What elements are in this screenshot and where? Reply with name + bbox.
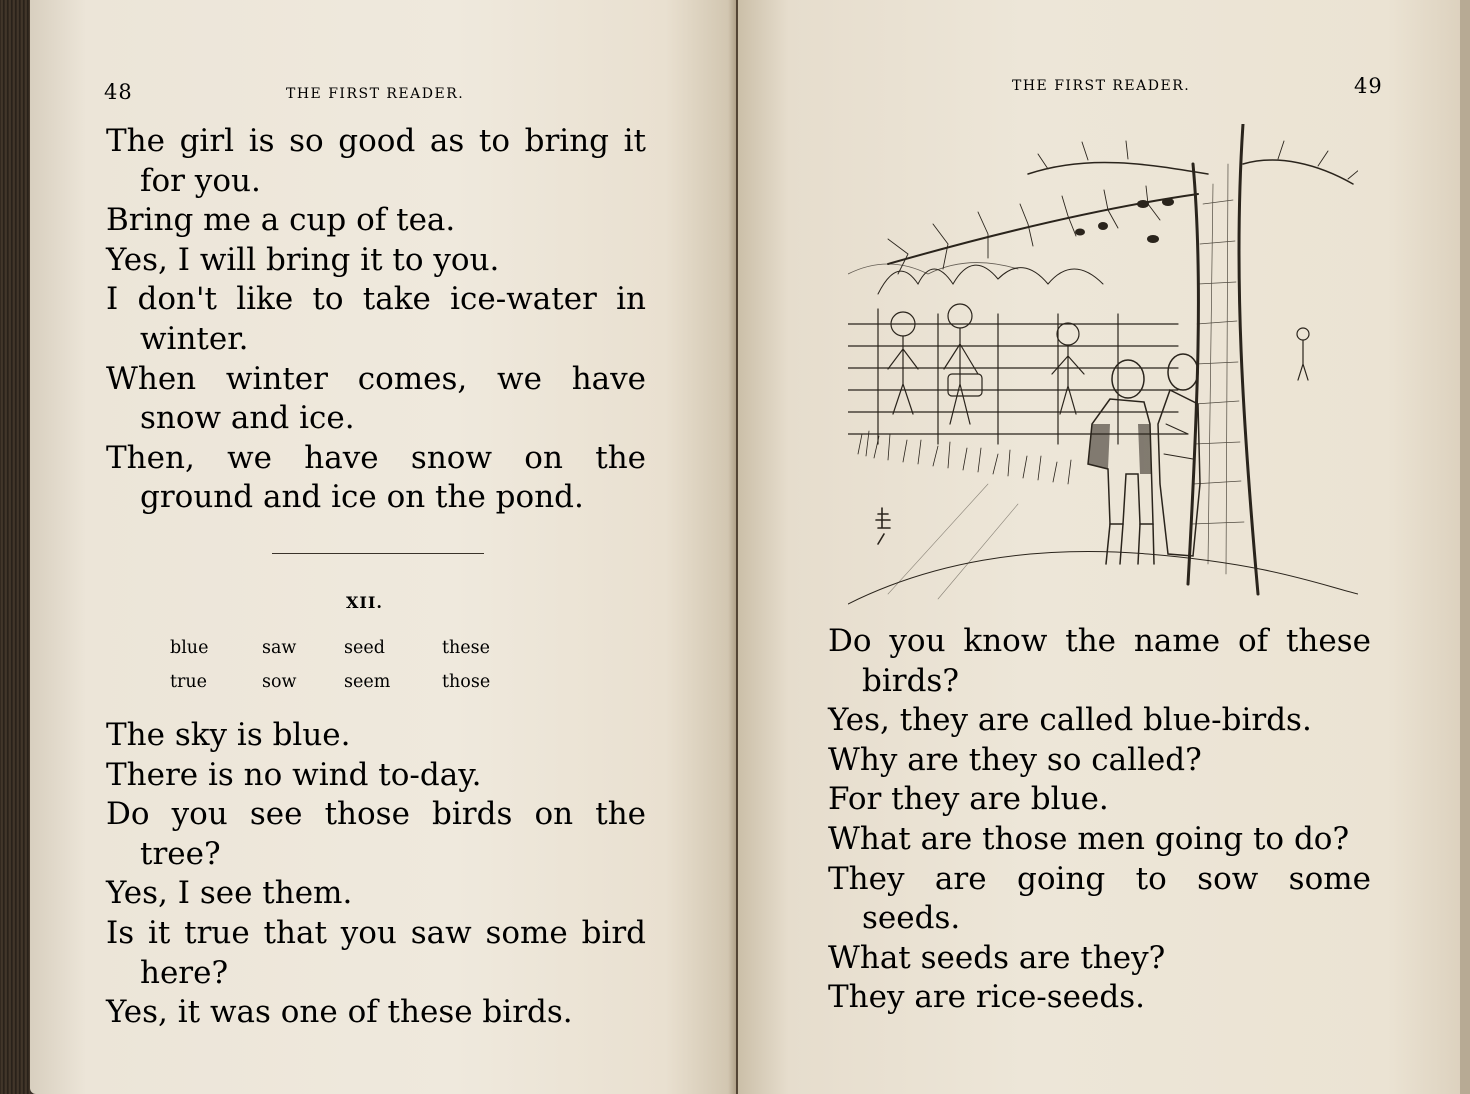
paragraph: Yes, they are called blue-birds. xyxy=(828,702,1312,739)
paragraph: What seeds are they? xyxy=(828,939,1166,976)
book-edge-left xyxy=(0,0,30,1094)
vocab-word: true xyxy=(170,672,208,692)
right-text xyxy=(828,622,1371,1018)
illustration-boys-under-tree xyxy=(848,124,1358,614)
right-running-head: THE FIRST READER. xyxy=(1012,78,1191,94)
lesson-heading: XII. xyxy=(346,593,383,612)
paragraph: Yes, I will bring it to you. xyxy=(106,241,500,278)
paragraph: Is it true that you saw some bird here? xyxy=(106,914,646,991)
paragraph: When winter comes, we have snow and ice. xyxy=(106,360,646,437)
vocab-word: those xyxy=(442,672,491,692)
vocabulary-list xyxy=(170,636,590,694)
vocab-word: blue xyxy=(170,638,209,658)
paragraph: Do you know the name of these birds? xyxy=(828,623,1371,699)
paragraph: They are going to sow some seeds. xyxy=(828,860,1371,937)
paragraph: For they are blue. xyxy=(828,781,1109,818)
paragraph: Yes, I see them. xyxy=(106,875,353,912)
book-edge-right xyxy=(1460,0,1470,1094)
left-page-number: 48 xyxy=(104,80,133,104)
vocab-word: seem xyxy=(344,672,391,692)
vocab-word: these xyxy=(442,638,490,658)
paragraph: Yes, it was one of these birds. xyxy=(106,994,573,1031)
paragraph: There is no wind to-day. xyxy=(106,756,482,793)
paragraph: Bring me a cup of tea. xyxy=(106,202,456,239)
left-text-bottom xyxy=(106,716,646,1033)
vocab-word: saw xyxy=(262,638,297,658)
paragraph: I don't like to take ice-water in winter. xyxy=(106,281,646,357)
paragraph: The girl is so good as to bring it for you. xyxy=(106,123,646,199)
right-page-number: 49 xyxy=(1354,74,1383,98)
paragraph: Then, we have snow on the ground and ice on the pond. xyxy=(106,439,646,516)
vocab-word: seed xyxy=(344,638,385,658)
vocab-word: sow xyxy=(262,672,297,692)
paragraph: What are those men going to do? xyxy=(828,820,1350,857)
left-running-head: THE FIRST READER. xyxy=(286,86,465,102)
paragraph: Why are they so called? xyxy=(828,741,1202,778)
left-text-top xyxy=(106,122,646,518)
section-divider xyxy=(272,553,484,554)
engraving-image xyxy=(848,124,1358,614)
paragraph: Do you see those birds on the tree? xyxy=(106,796,646,872)
paragraph: They are rice-seeds. xyxy=(828,979,1145,1016)
paragraph: The sky is blue. xyxy=(106,717,351,753)
